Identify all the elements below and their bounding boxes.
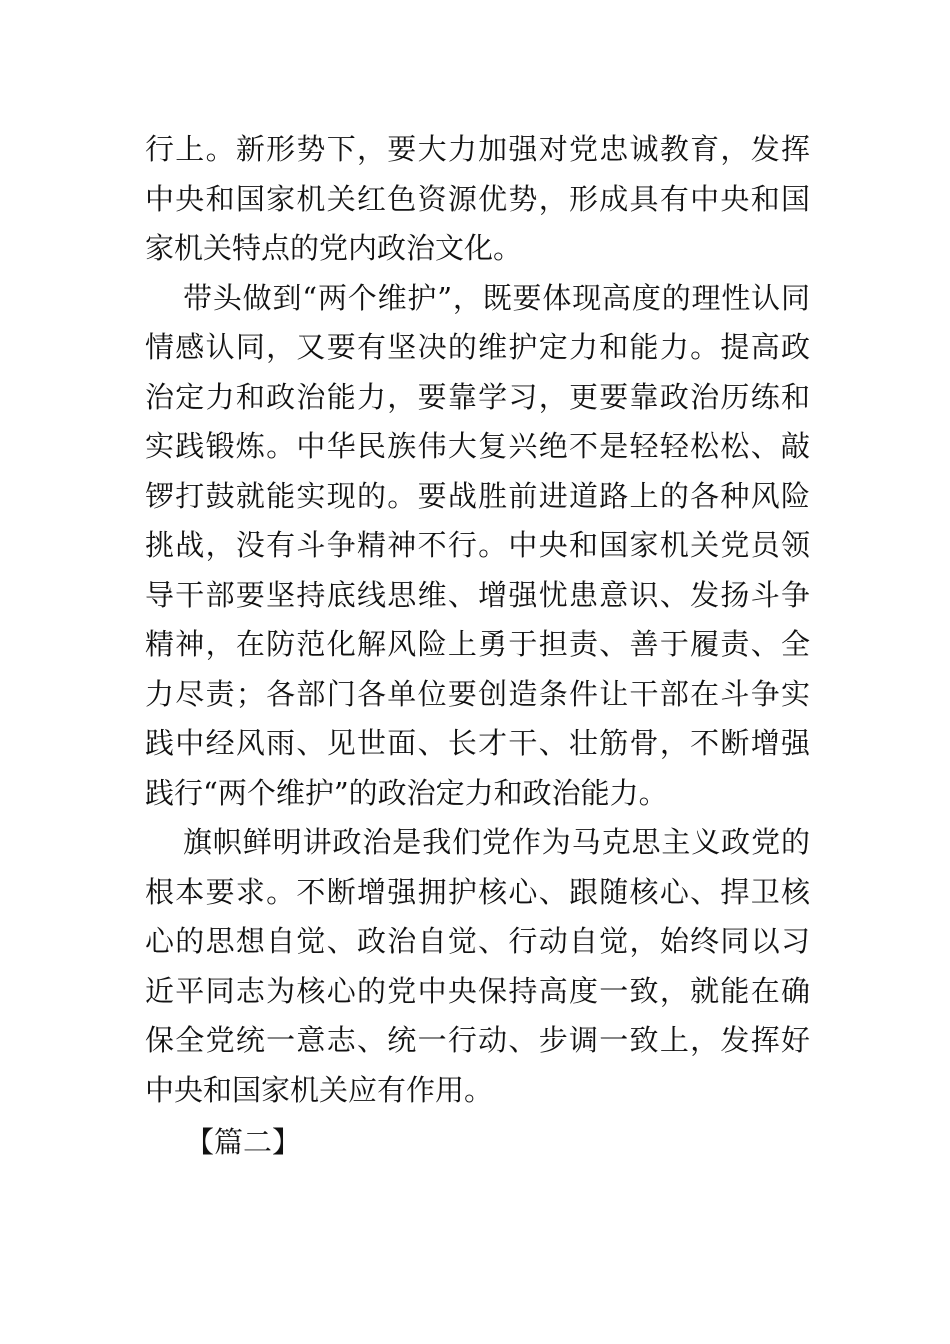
paragraph-two-safeguards: 带头做到“两个维护”，既要体现高度的理性认同情感认同，又要有坚决的维护定力和能力。提高政治定力和政治能力，要靠学习，更要靠政治历练和实践锻炼。中华民族伟大复兴绝不是轻轻松松、敲锣打鼓就能实现的。要战胜前进道路上的各种风险挑战，没有斗争精神不行。中央和国家机关党员领导干部要坚持底线思维、增强忧患意识、发扬斗争精神，在防范化解风险上勇于担责、善于履责、全力尽责；各部门各单位要创造条件让干部在斗争实践中经风雨、见世面、长才干、壮筋骨，不断增强践行“两个维护”的政治定力和政治能力。: [145, 280, 810, 810]
section-heading: 【篇二】: [185, 1125, 302, 1159]
paragraph-political-stance: 旗帜鲜明讲政治是我们党作为马克思主义政党的根本要求。不断增强拥护核心、跟随核心、捍卫核心的思想自觉、政治自觉、行动自觉，始终同以习近平同志为核心的党中央保持高度一致，就能在确保全党统一意志、统一行动、步调一致上，发挥好中央和国家机关应有作用。: [145, 825, 810, 1107]
paragraph-continuation: 行上。新形势下，要大力加强对党忠诚教育，发挥中央和国家机关红色资源优势，形成具有中央和国家机关特点的党内政治文化。: [145, 132, 810, 265]
document-body: [145, 125, 810, 1115]
